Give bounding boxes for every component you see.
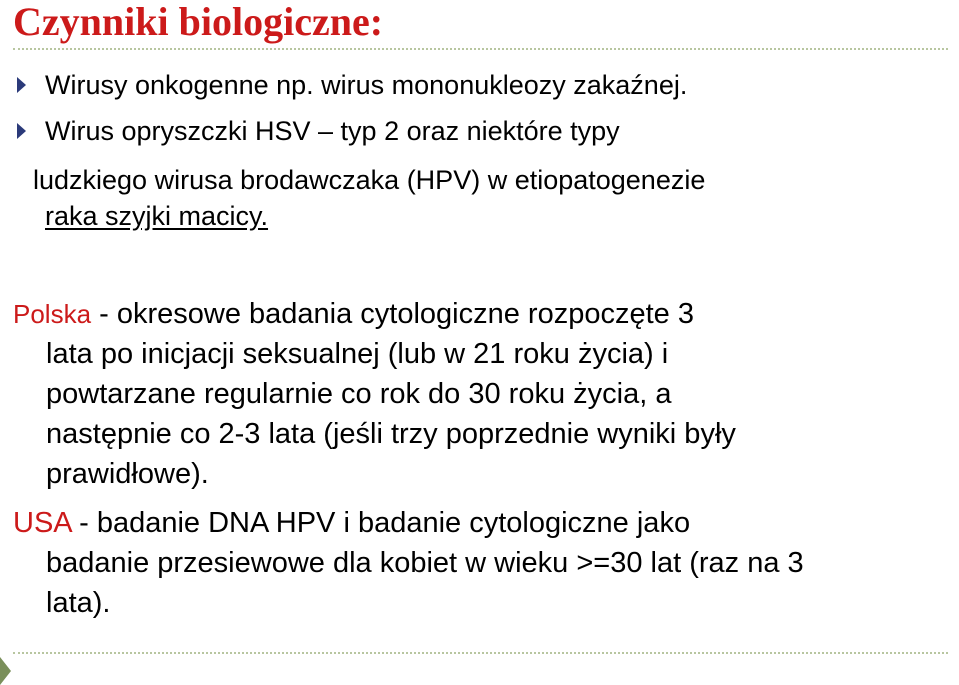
usa-paragraph <box>13 503 959 623</box>
usa-text-1: badanie DNA HPV i badanie cytologiczne jako <box>96 507 691 539</box>
title-divider <box>13 48 948 50</box>
polska-line-5: prawidłowe). <box>46 458 209 490</box>
usa-label: USA <box>13 507 72 539</box>
polska-line-2: lata po inicjacji seksualnej (lub w 21 roku życia) i <box>46 338 669 370</box>
bullet-item-2-line-1: Wirus opryszczki HSV – typ 2 oraz niektóre typy <box>45 116 620 146</box>
polska-line-3: powtarzane regularnie co rok do 30 roku życia, a <box>46 378 672 410</box>
corner-triangle-icon <box>0 657 11 685</box>
usa-line-3: lata). <box>46 587 111 619</box>
slide-title: Czynniki biologiczne: <box>13 0 384 44</box>
bullet-triangle-icon <box>17 77 26 93</box>
usa-line-2: badanie przesiewowe dla kobiet w wieku >=30 lat (raz na 3 <box>46 547 804 579</box>
usa-separator: - <box>71 507 97 539</box>
polska-label: Polska <box>13 299 92 329</box>
bullet-item-2-line-3: raka szyjki macicy. <box>45 201 269 231</box>
bullet-item-1: Wirusy onkogenne np. wirus mononukleozy zakaźnej. <box>45 70 688 100</box>
bullet-item-2-line-2: ludzkiego wirusa brodawczaka (HPV) w etiopatogenezie <box>33 165 706 195</box>
footer-divider <box>13 652 948 654</box>
polska-line-4: następnie co 2-3 lata (jeśli trzy poprzednie wyniki były <box>46 418 736 450</box>
polska-line-1 <box>13 294 955 334</box>
usa-line-1 <box>13 503 959 543</box>
polska-text-1: okresowe badania cytologiczne rozpoczęte 3 <box>116 298 694 330</box>
bullet-triangle-icon <box>17 123 26 139</box>
polska-paragraph <box>13 294 955 494</box>
polska-separator: - <box>91 298 117 330</box>
